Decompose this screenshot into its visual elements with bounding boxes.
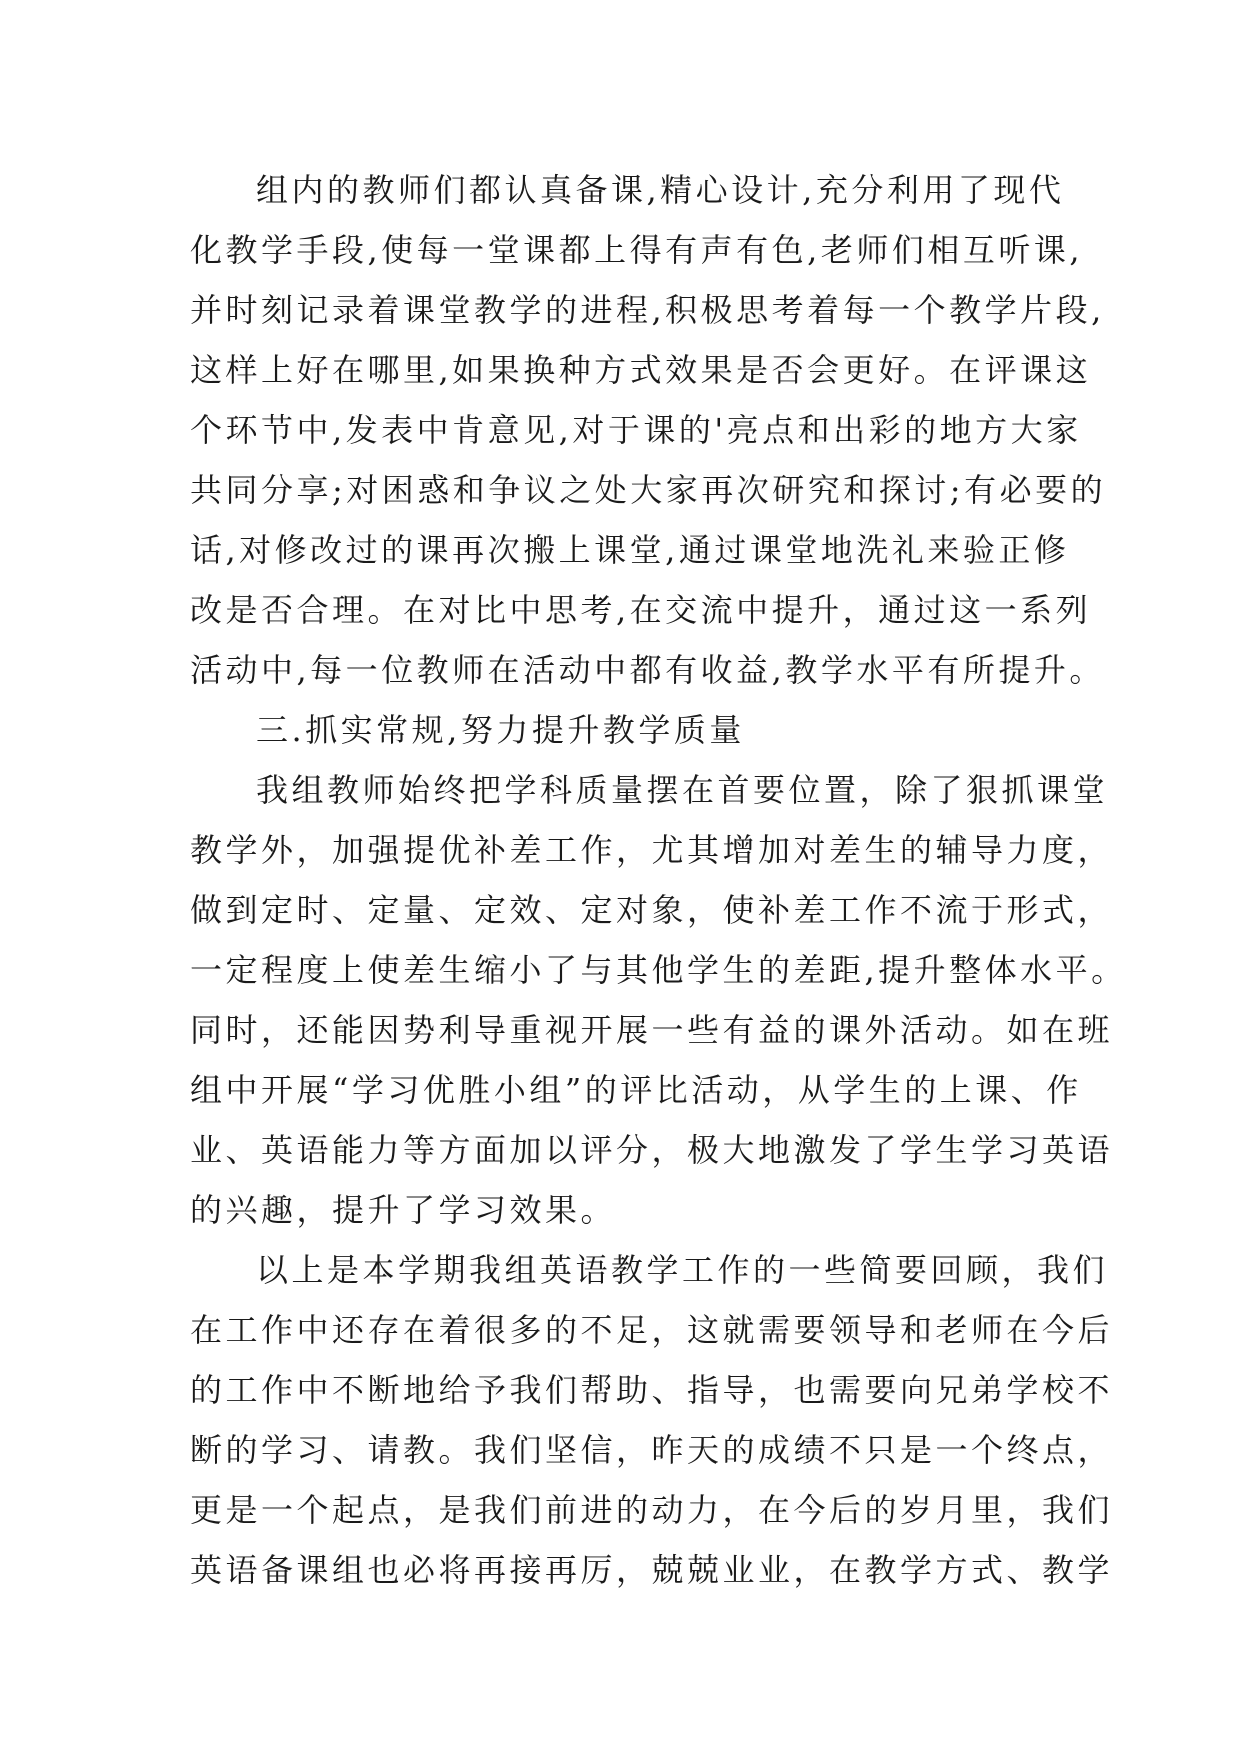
text-line: 个环节中,发表中肯意见,对于课的'亮点和出彩的地方大家	[190, 411, 1082, 449]
text-line: 以上是本学期我组英语教学工作的一些简要回顾，我们	[256, 1251, 1109, 1289]
text-line: 活动中,每一位教师在活动中都有收益,教学水平有所提升。	[190, 651, 1105, 689]
section-heading: 三.抓实常规,努力提升教学质量	[256, 711, 745, 749]
text-line: 话,对修改过的课再次搬上课堂,通过课堂地洗礼来验正修	[190, 531, 1070, 569]
text-line: 更是一个起点，是我们前进的动力，在今后的岁月里，我们	[190, 1491, 1114, 1529]
text-line: 同时，还能因势利导重视开展一些有益的课外活动。如在班	[190, 1011, 1114, 1049]
text-line: 组中开展“学习优胜小组”的评比活动，从学生的上课、作	[190, 1071, 1082, 1109]
text-line: 改是否合理。在对比中思考,在交流中提升，通过这一系列	[190, 591, 1092, 629]
text-line: 业、英语能力等方面加以评分，极大地激发了学生学习英语	[190, 1131, 1114, 1169]
document-body	[190, 160, 1127, 1600]
text-line: 化教学手段,使每一堂课都上得有声有色,老师们相互听课,	[190, 231, 1084, 269]
text-line: 并时刻记录着课堂教学的进程,积极思考着每一个教学片段,	[190, 291, 1105, 329]
text-line: 一定程度上使差生缩小了与其他学生的差距,提升整体水平。	[190, 951, 1127, 989]
text-line: 我组教师始终把学科质量摆在首要位置，除了狠抓课堂	[256, 771, 1109, 809]
text-line: 教学外，加强提优补差工作，尤其增加对差生的辅导力度，	[190, 831, 1114, 869]
text-line: 的工作中不断地给予我们帮助、指导，也需要向兄弟学校不	[190, 1371, 1114, 1409]
text-line: 做到定时、定量、定效、定对象，使补差工作不流于形式，	[190, 891, 1114, 929]
text-line: 共同分享;对困惑和争议之处大家再次研究和探讨;有必要的	[190, 471, 1107, 509]
text-line: 这样上好在哪里,如果换种方式效果是否会更好。在评课这	[190, 351, 1092, 389]
text-line: 组内的教师们都认真备课,精心设计,充分利用了现代	[256, 171, 1065, 209]
text-line: 断的学习、请教。我们坚信，昨天的成绩不只是一个终点，	[190, 1431, 1114, 1469]
text-line: 英语备课组也必将再接再厉，兢兢业业，在教学方式、教学	[190, 1551, 1114, 1589]
text-line: 在工作中还存在着很多的不足，这就需要领导和老师在今后	[190, 1311, 1114, 1349]
text-line: 的兴趣，提升了学习效果。	[190, 1191, 617, 1229]
